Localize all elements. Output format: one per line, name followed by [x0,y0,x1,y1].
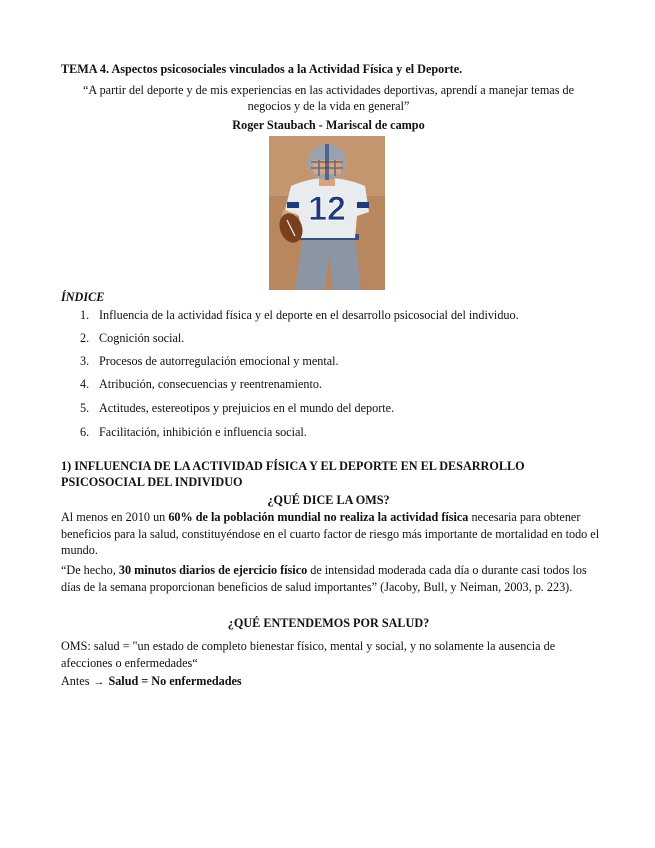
index-item [80,330,184,346]
index-item-number: 1. [80,308,90,322]
right-arrow-icon: → [93,676,105,688]
health-subheading: ¿QUÉ ENTENDEMOS POR SALUD? [227,616,430,630]
paragraph-text: de intensidad moderada cada día o durante casi todos los días de la semana proporcionan beneficios de salud importantes” (Jacoby, Bull, y Neiman, 2003, p. 223). [61,563,587,594]
page-title: TEMA 4. Aspectos psicosociales vinculados a la Actividad Física y el Deporte. [61,62,463,76]
index-item [80,400,394,416]
football-player-photo [269,136,385,290]
before-health-line [61,673,242,690]
index-item-number: 3. [80,354,90,368]
paragraph-text: “De hecho, [61,563,119,577]
section-heading: 1) INFLUENCIA DE LA ACTIVIDAD FÍSICA Y EL DEPORTE EN EL DESARROLLO PSICOSOCIAL DEL INDIVIDUO [61,459,525,489]
player-illustration [269,136,385,290]
paragraph-text: necesaria para obtener beneficios para la salud, constituyéndose en el cuarto factor de riesgo más importante de mortalidad en todo el mundo. [61,510,600,557]
index-item-text: Facilitación, inhibición e influencia social. [99,425,307,439]
index-item-text: Influencia de la actividad física y el deporte en el desarrollo psicosocial del individuo. [99,308,519,322]
paragraph-text: Al menos en 2010 un [61,510,169,524]
index-item-text: Actitudes, estereotipos y prejuicios en el mundo del deporte. [99,401,395,415]
paragraph-emphasis: 60% de la población mundial no realiza la actividad física [168,510,469,524]
index-item-number: 5. [80,401,90,415]
helmet-stripe [325,144,329,180]
index-item-text: Procesos de autorregulación emocional y mental. [99,354,339,368]
index-item [80,424,307,440]
quote-author: Roger Staubach - Mariscal de campo [232,118,425,132]
oms-subheading: ¿QUÉ DICE LA OMS? [267,493,390,507]
health-definition-paragraph: OMS: salud = "un estado de completo bienestar físico, mental y social, y no solamente la ausencia de afecciones o enfermedades“ [61,639,556,670]
index-item [80,307,519,323]
oms-paragraph [61,509,606,559]
sleeve-stripe-left [287,202,299,208]
jersey-number: 12 [308,190,346,228]
index-title: ÍNDICE [61,290,105,304]
paragraph-text: Antes [61,674,90,688]
index-item-text: Atribución, consecuencias y reentrenamiento. [99,377,323,391]
index-item-number: 2. [80,331,90,345]
paragraph-emphasis: Salud = No enfermedades [108,674,242,688]
index-item-number: 6. [80,425,90,439]
sleeve-stripe-right [357,202,369,208]
paragraph-emphasis: 30 minutos diarios de ejercicio físico [118,563,308,577]
quote-text: “A partir del deporte y de mis experiencias en las actividades deportivas, aprendí a manejar temas de negocios y de la vida en general” [82,83,575,113]
index-item-number: 4. [80,377,90,391]
exercise-paragraph [61,562,606,595]
index-item-text: Cognición social. [99,331,185,345]
index-item [80,376,322,392]
index-item [80,353,339,369]
